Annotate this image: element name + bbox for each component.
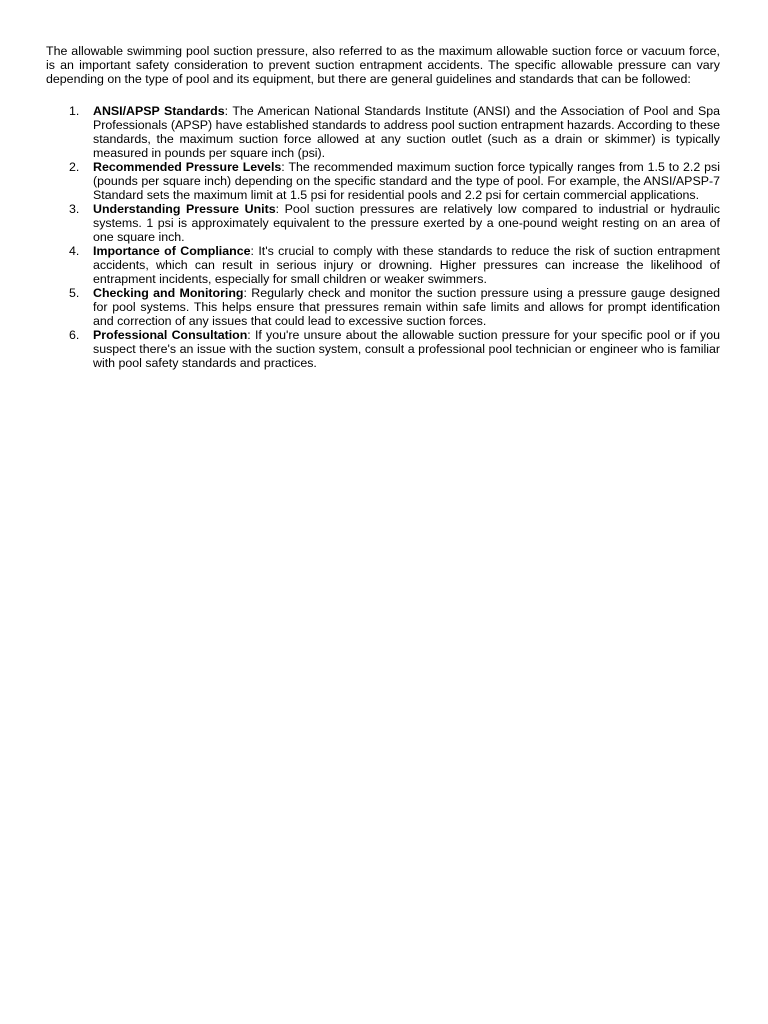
list-item bbox=[46, 202, 720, 244]
item-text: : The American National Standards Institute (ANSI) and the Association of Pool and Spa Professionals (APSP) have established standards to address pool suction entrapment hazards. According to these standards, the maximum suction force allowed at any suction outlet (such as a drain or skimmer) is typically measured in pounds per square inch (psi). bbox=[93, 104, 720, 160]
item-number: 6. bbox=[69, 328, 80, 342]
item-text: : It's crucial to comply with these standards to reduce the risk of suction entrapment accidents, which can result in serious injury or drowning. Higher pressures can increase the likelihood of entrapment incidents, especially for small children or weaker swimmers. bbox=[93, 244, 720, 286]
item-term: ANSI/APSP Standards bbox=[93, 104, 225, 118]
item-term: Professional Consultation bbox=[93, 328, 248, 342]
item-number: 1. bbox=[69, 104, 80, 118]
item-term: Checking and Monitoring bbox=[93, 286, 244, 300]
item-term: Importance of Compliance bbox=[93, 244, 251, 258]
item-number: 4. bbox=[69, 244, 80, 258]
item-text: : If you're unsure about the allowable suction pressure for your specific pool or if you suspect there's an issue with the suction system, consult a professional pool technician or engineer who is familiar with pool safety standards and practices. bbox=[93, 328, 720, 370]
item-number: 3. bbox=[69, 202, 80, 216]
guideline-list bbox=[46, 104, 720, 370]
list-item bbox=[46, 160, 720, 202]
item-text: : The recommended maximum suction force typically ranges from 1.5 to 2.2 psi (pounds per square inch) depending on the specific standard and the type of pool. For example, the ANSI/APSP-7 Standard sets the maximum limit at 1.5 psi for residential pools and 2.2 psi for certain commercial applications. bbox=[93, 160, 720, 202]
item-term: Recommended Pressure Levels bbox=[93, 160, 282, 174]
list-item bbox=[46, 244, 720, 286]
document-page bbox=[46, 44, 720, 370]
item-term: Understanding Pressure Units bbox=[93, 202, 276, 216]
list-item bbox=[46, 286, 720, 328]
item-text: : Regularly check and monitor the suction pressure using a pressure gauge designed for pool systems. This helps ensure that pressures remain within safe limits and allows for prompt identification and correction of any issues that could lead to excessive suction forces. bbox=[93, 286, 720, 328]
item-number: 2. bbox=[69, 160, 80, 174]
list-item bbox=[46, 104, 720, 160]
list-item bbox=[46, 328, 720, 370]
intro-paragraph: The allowable swimming pool suction pressure, also referred to as the maximum allowable suction force or vacuum force, is an important safety consideration to prevent suction entrapment accidents. The specific allowable pressure can vary depending on the type of pool and its equipment, but there are general guidelines and standards that can be followed: bbox=[46, 44, 720, 86]
item-number: 5. bbox=[69, 286, 80, 300]
item-text: : Pool suction pressures are relatively low compared to industrial or hydraulic systems. 1 psi is approximately equivalent to the pressure exerted by a one-pound weight resting on an area of one square inch. bbox=[93, 202, 720, 244]
